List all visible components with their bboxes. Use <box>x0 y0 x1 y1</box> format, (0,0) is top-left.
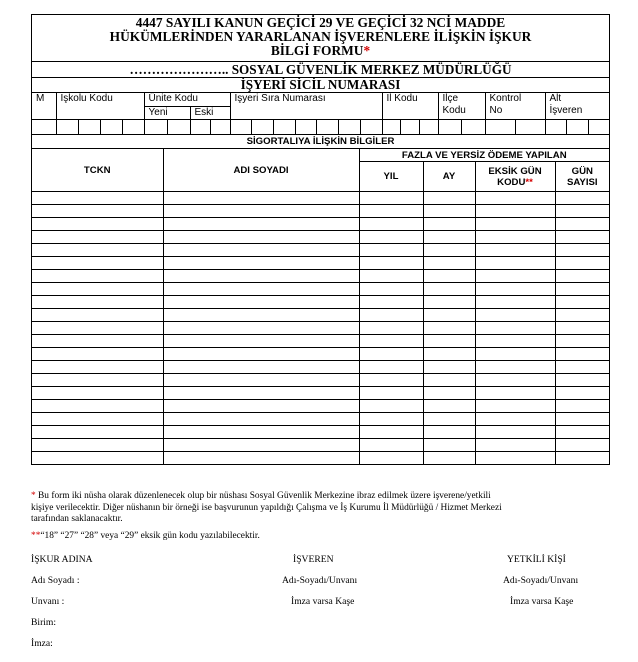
table-cell[interactable] <box>423 439 475 452</box>
note-1: * Bu form iki nüsha olarak düzenlenecek olup bir nüshası Sosyal Güvenlik Merkezine ibraz edilmek üzere işverene/yetkili <box>31 491 491 501</box>
table-row <box>32 296 609 309</box>
table-cell[interactable] <box>32 374 163 387</box>
table-cell[interactable] <box>32 426 163 439</box>
table-cell[interactable] <box>163 361 359 374</box>
table-row <box>32 387 609 400</box>
table-cell[interactable] <box>163 374 359 387</box>
form-title <box>32 15 609 62</box>
yetkili-imza-kase: İmza varsa Kaşe <box>510 596 574 607</box>
alt-isveren-digit-boxes[interactable] <box>546 120 610 134</box>
table-cell[interactable] <box>163 400 359 413</box>
table-cell[interactable] <box>475 335 555 348</box>
table-cell[interactable] <box>423 283 475 296</box>
form-notes <box>31 491 611 542</box>
table-cell[interactable] <box>163 296 359 309</box>
note-2: **“18” “27” “28” veya “29” eksik gün kodu yazılabilecektir. <box>31 530 260 541</box>
kontrol-no-label: Kontrol No <box>485 93 545 120</box>
table-cell[interactable] <box>423 322 475 335</box>
table-cell[interactable] <box>32 413 163 426</box>
adi-soyadi-label: Adı Soyadı : <box>31 575 80 586</box>
table-cell[interactable] <box>475 218 555 231</box>
birim-label: Birim: <box>31 617 57 628</box>
title-line-1: 4447 SAYILI KANUN GEÇİCİ 29 VE GEÇİCİ 32 NCİ MADDE <box>135 15 506 30</box>
title-line-2: HÜKÜMLERİNDEN YARARLANAN İŞVERENLERE İLİŞKİN İŞKUR <box>109 29 532 45</box>
unite-eski-label: Eski <box>190 107 230 120</box>
table-cell[interactable] <box>359 439 423 452</box>
table-cell[interactable] <box>423 257 475 270</box>
sigortali-table <box>32 149 609 464</box>
table-row <box>32 426 609 439</box>
isveren-imza-kase: İmza varsa Kaşe <box>291 596 355 607</box>
table-cell[interactable] <box>555 296 609 309</box>
table-cell[interactable] <box>475 283 555 296</box>
table-cell[interactable] <box>163 283 359 296</box>
table-cell[interactable] <box>555 322 609 335</box>
table-cell[interactable] <box>32 439 163 452</box>
table-cell[interactable] <box>423 387 475 400</box>
table-cell[interactable] <box>423 270 475 283</box>
table-cell[interactable] <box>475 231 555 244</box>
isyeri-sira-label: İşyeri Sıra Numarası <box>230 93 382 120</box>
sicil-code-table <box>32 93 609 136</box>
unite-eski-digit-boxes[interactable] <box>191 120 230 134</box>
fazla-yersiz-header: FAZLA VE YERSİZ ÖDEME YAPILAN <box>359 149 609 162</box>
table-cell[interactable] <box>359 309 423 322</box>
m-code-label: M <box>32 93 56 120</box>
table-cell[interactable] <box>475 374 555 387</box>
table-cell[interactable] <box>359 426 423 439</box>
table-cell[interactable] <box>423 205 475 218</box>
note-1-line-2: kişiye verilecektir. Diğer nüshanın bir örneği ise başvurunun yapıldığı Çalışma ve İş Kurumu İl Müdürlüğü / Hizmet Merkezi <box>31 502 502 513</box>
table-row <box>32 205 609 218</box>
table-row <box>32 244 609 257</box>
table-cell[interactable] <box>163 322 359 335</box>
table-cell[interactable] <box>359 335 423 348</box>
table-cell[interactable] <box>32 387 163 400</box>
eksik-gun-kodu-header: EKSİK GÜN KODU** <box>475 162 555 192</box>
table-cell[interactable] <box>423 335 475 348</box>
table-cell[interactable] <box>423 296 475 309</box>
table-cell[interactable] <box>555 192 609 205</box>
table-cell[interactable] <box>475 439 555 452</box>
table-cell[interactable] <box>555 335 609 348</box>
table-cell[interactable] <box>32 205 163 218</box>
table-cell[interactable] <box>555 439 609 452</box>
table-cell[interactable] <box>359 205 423 218</box>
table-cell[interactable] <box>555 270 609 283</box>
table-cell[interactable] <box>475 426 555 439</box>
table-cell[interactable] <box>163 205 359 218</box>
table-cell[interactable] <box>423 361 475 374</box>
table-row <box>32 322 609 335</box>
table-row <box>32 270 609 283</box>
table-cell[interactable] <box>163 244 359 257</box>
table-cell[interactable] <box>163 439 359 452</box>
table-cell[interactable] <box>475 205 555 218</box>
table-cell[interactable] <box>555 361 609 374</box>
table-row <box>32 374 609 387</box>
table-cell[interactable] <box>163 192 359 205</box>
table-cell[interactable] <box>163 270 359 283</box>
table-cell[interactable] <box>359 283 423 296</box>
table-cell[interactable] <box>423 309 475 322</box>
table-cell[interactable] <box>359 192 423 205</box>
ay-header: AY <box>423 162 475 192</box>
table-cell[interactable] <box>423 348 475 361</box>
table-cell[interactable] <box>475 244 555 257</box>
table-row <box>32 439 609 452</box>
table-cell[interactable] <box>163 231 359 244</box>
table-cell[interactable] <box>32 400 163 413</box>
m-digit-boxes[interactable] <box>32 120 56 134</box>
table-cell[interactable] <box>32 244 163 257</box>
table-row <box>32 400 609 413</box>
alt-isveren-label: Alt İşveren <box>545 93 609 120</box>
table-cell[interactable] <box>359 244 423 257</box>
table-cell[interactable] <box>359 387 423 400</box>
sigortali-table-body <box>32 192 609 465</box>
unite-kodu-label: Ünite Kodu <box>144 93 230 107</box>
table-cell[interactable] <box>475 296 555 309</box>
table-cell[interactable] <box>359 231 423 244</box>
table-cell[interactable] <box>423 374 475 387</box>
table-cell[interactable] <box>475 348 555 361</box>
table-cell[interactable] <box>475 413 555 426</box>
table-cell[interactable] <box>32 296 163 309</box>
table-cell[interactable] <box>475 192 555 205</box>
table-cell[interactable] <box>423 218 475 231</box>
table-row <box>32 335 609 348</box>
iskur-form <box>31 14 610 465</box>
table-row <box>32 413 609 426</box>
table-cell[interactable] <box>359 374 423 387</box>
table-cell[interactable] <box>163 413 359 426</box>
table-cell[interactable] <box>359 361 423 374</box>
table-cell[interactable] <box>423 452 475 465</box>
table-cell[interactable] <box>359 296 423 309</box>
isveren-adi-soyadi-unvani: Adı-Soyadı/Unvanı <box>282 575 358 586</box>
sigortali-section-heading: SİGORTALIYA İLİŞKİN BİLGİLER <box>32 135 609 149</box>
iskolu-digit-boxes[interactable] <box>57 120 144 134</box>
isveren-label: İŞVEREN <box>293 554 334 565</box>
unite-yeni-digit-boxes[interactable] <box>145 120 190 134</box>
table-cell[interactable] <box>32 231 163 244</box>
table-cell[interactable] <box>475 387 555 400</box>
table-row <box>32 231 609 244</box>
table-cell[interactable] <box>163 387 359 400</box>
table-cell[interactable] <box>423 400 475 413</box>
table-cell[interactable] <box>32 257 163 270</box>
yetkili-adi-soyadi-unvani: Adı-Soyadı/Unvanı <box>503 575 579 586</box>
table-cell[interactable] <box>163 309 359 322</box>
table-cell[interactable] <box>555 426 609 439</box>
table-cell[interactable] <box>555 257 609 270</box>
table-cell[interactable] <box>423 231 475 244</box>
table-cell[interactable] <box>359 257 423 270</box>
table-cell[interactable] <box>555 309 609 322</box>
table-cell[interactable] <box>423 426 475 439</box>
title-asterisk: * <box>363 43 371 59</box>
table-cell[interactable] <box>163 348 359 361</box>
table-cell[interactable] <box>32 192 163 205</box>
table-cell[interactable] <box>475 257 555 270</box>
table-cell[interactable] <box>359 348 423 361</box>
table-cell[interactable] <box>423 413 475 426</box>
table-cell[interactable] <box>32 309 163 322</box>
table-cell[interactable] <box>163 257 359 270</box>
table-cell[interactable] <box>555 400 609 413</box>
tckn-header: TCKN <box>32 149 163 192</box>
table-cell[interactable] <box>475 270 555 283</box>
table-cell[interactable] <box>475 361 555 374</box>
table-cell[interactable] <box>475 452 555 465</box>
unvani-label: Unvanı : <box>31 596 65 607</box>
table-row <box>32 452 609 465</box>
table-cell[interactable] <box>475 309 555 322</box>
table-cell[interactable] <box>359 322 423 335</box>
table-cell[interactable] <box>555 244 609 257</box>
table-cell[interactable] <box>359 270 423 283</box>
table-cell[interactable] <box>32 322 163 335</box>
table-cell[interactable] <box>555 413 609 426</box>
table-cell[interactable] <box>32 348 163 361</box>
table-cell[interactable] <box>555 205 609 218</box>
table-cell[interactable] <box>32 283 163 296</box>
ilce-kodu-digit-boxes[interactable] <box>439 120 485 134</box>
table-cell[interactable] <box>32 218 163 231</box>
table-cell[interactable] <box>32 361 163 374</box>
ilce-kodu-label: İlçe Kodu <box>438 93 485 120</box>
table-cell[interactable] <box>32 335 163 348</box>
table-row <box>32 348 609 361</box>
table-row <box>32 361 609 374</box>
table-row <box>32 218 609 231</box>
title-line-3: BİLGİ FORMU* <box>270 43 371 59</box>
isyeri-sicil-heading: İŞYERİ SİCİL NUMARASI <box>32 78 609 93</box>
table-row <box>32 283 609 296</box>
table-cell[interactable] <box>32 452 163 465</box>
table-cell[interactable] <box>359 413 423 426</box>
gun-sayisi-header: GÜN SAYISI <box>555 162 609 192</box>
table-cell[interactable] <box>555 452 609 465</box>
table-cell[interactable] <box>163 335 359 348</box>
il-kodu-digit-boxes[interactable] <box>383 120 438 134</box>
table-cell[interactable] <box>163 426 359 439</box>
table-cell[interactable] <box>423 244 475 257</box>
iskolu-kodu-label: İşkolu Kodu <box>56 93 144 120</box>
table-cell[interactable] <box>359 452 423 465</box>
table-cell[interactable] <box>359 218 423 231</box>
table-row <box>32 257 609 270</box>
table-cell[interactable] <box>163 452 359 465</box>
yil-header: YIL <box>359 162 423 192</box>
table-cell[interactable] <box>475 400 555 413</box>
imza-label: İmza: <box>31 638 53 649</box>
table-cell[interactable] <box>163 218 359 231</box>
note-1-line-3: tarafından saklanacaktır. <box>31 514 123 525</box>
isyeri-sira-digit-boxes[interactable] <box>231 120 382 134</box>
table-cell[interactable] <box>32 270 163 283</box>
eksik-gun-asterisk: ** <box>525 176 533 188</box>
table-cell[interactable] <box>555 283 609 296</box>
unite-yeni-label: Yeni <box>144 107 190 120</box>
table-cell[interactable] <box>555 218 609 231</box>
table-cell[interactable] <box>475 322 555 335</box>
kontrol-no-digit-boxes[interactable] <box>486 120 545 134</box>
table-cell[interactable] <box>555 387 609 400</box>
table-cell[interactable] <box>555 374 609 387</box>
il-kodu-label: İl Kodu <box>382 93 438 120</box>
sgm-line: ………………….. SOSYAL GÜVENLİK MERKEZ MÜDÜRLÜĞÜ <box>32 62 609 78</box>
table-cell[interactable] <box>423 192 475 205</box>
table-cell[interactable] <box>555 231 609 244</box>
iskur-adina-label: İŞKUR ADINA <box>31 554 93 565</box>
table-cell[interactable] <box>555 348 609 361</box>
yetkili-kisi-label: YETKİLİ KİŞİ <box>507 554 566 565</box>
adi-soyadi-header: ADI SOYADI <box>163 149 359 192</box>
table-row <box>32 192 609 205</box>
table-cell[interactable] <box>359 400 423 413</box>
table-row <box>32 309 609 322</box>
